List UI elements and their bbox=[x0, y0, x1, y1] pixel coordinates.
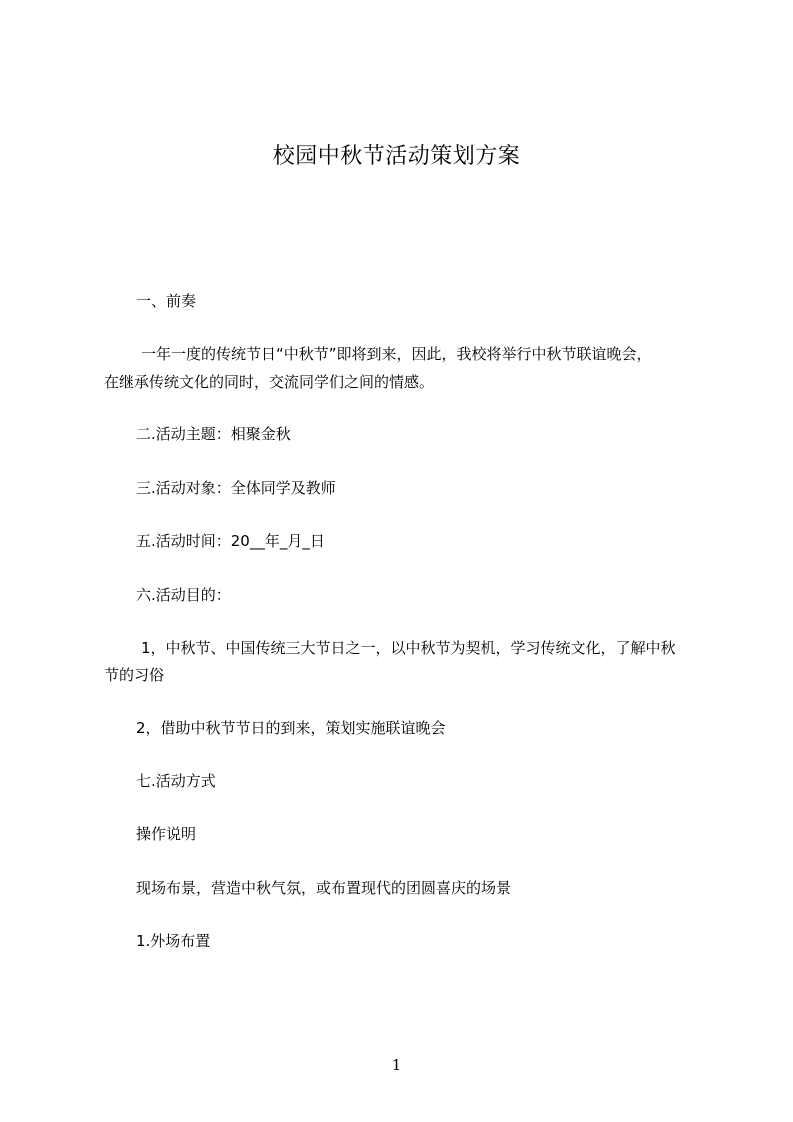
paragraph-prelude-line-1: 一年一度的传统节日“中秋节”即将到来，因此，我校将举行中秋节联谊晚会， bbox=[141, 345, 652, 363]
section-heading-method: 七.活动方式 bbox=[136, 772, 216, 790]
page-number: 1 bbox=[391, 1056, 402, 1074]
paragraph-prelude-line-2: 在继承传统文化的同时，交流同学们之间的情感。 bbox=[104, 373, 435, 391]
section-time: 五.活动时间：20__年_月_日 bbox=[136, 532, 325, 550]
purpose-item-1-line-2: 节的习俗 bbox=[104, 666, 165, 684]
outdoor-setup: 1.外场布置 bbox=[136, 932, 211, 950]
scene-setup: 现场布景，营造中秋气氛，或布置现代的团圆喜庆的场景 bbox=[136, 879, 512, 897]
section-theme: 二.活动主题：相聚金秋 bbox=[136, 425, 291, 443]
section-heading-purpose: 六.活动目的： bbox=[136, 586, 231, 604]
section-heading-prelude: 一、前奏 bbox=[136, 292, 197, 310]
purpose-item-1-line-1: 1，中秋节、中国传统三大节日之一，以中秋节为契机，学习传统文化，了解中秋 bbox=[141, 639, 676, 657]
purpose-item-2: 2，借助中秋节节日的到来，策划实施联谊晚会 bbox=[136, 719, 446, 737]
section-audience: 三.活动对象：全体同学及教师 bbox=[136, 479, 336, 497]
document-title: 校园中秋节活动策划方案 bbox=[272, 144, 521, 169]
operation-note: 操作说明 bbox=[136, 825, 197, 843]
